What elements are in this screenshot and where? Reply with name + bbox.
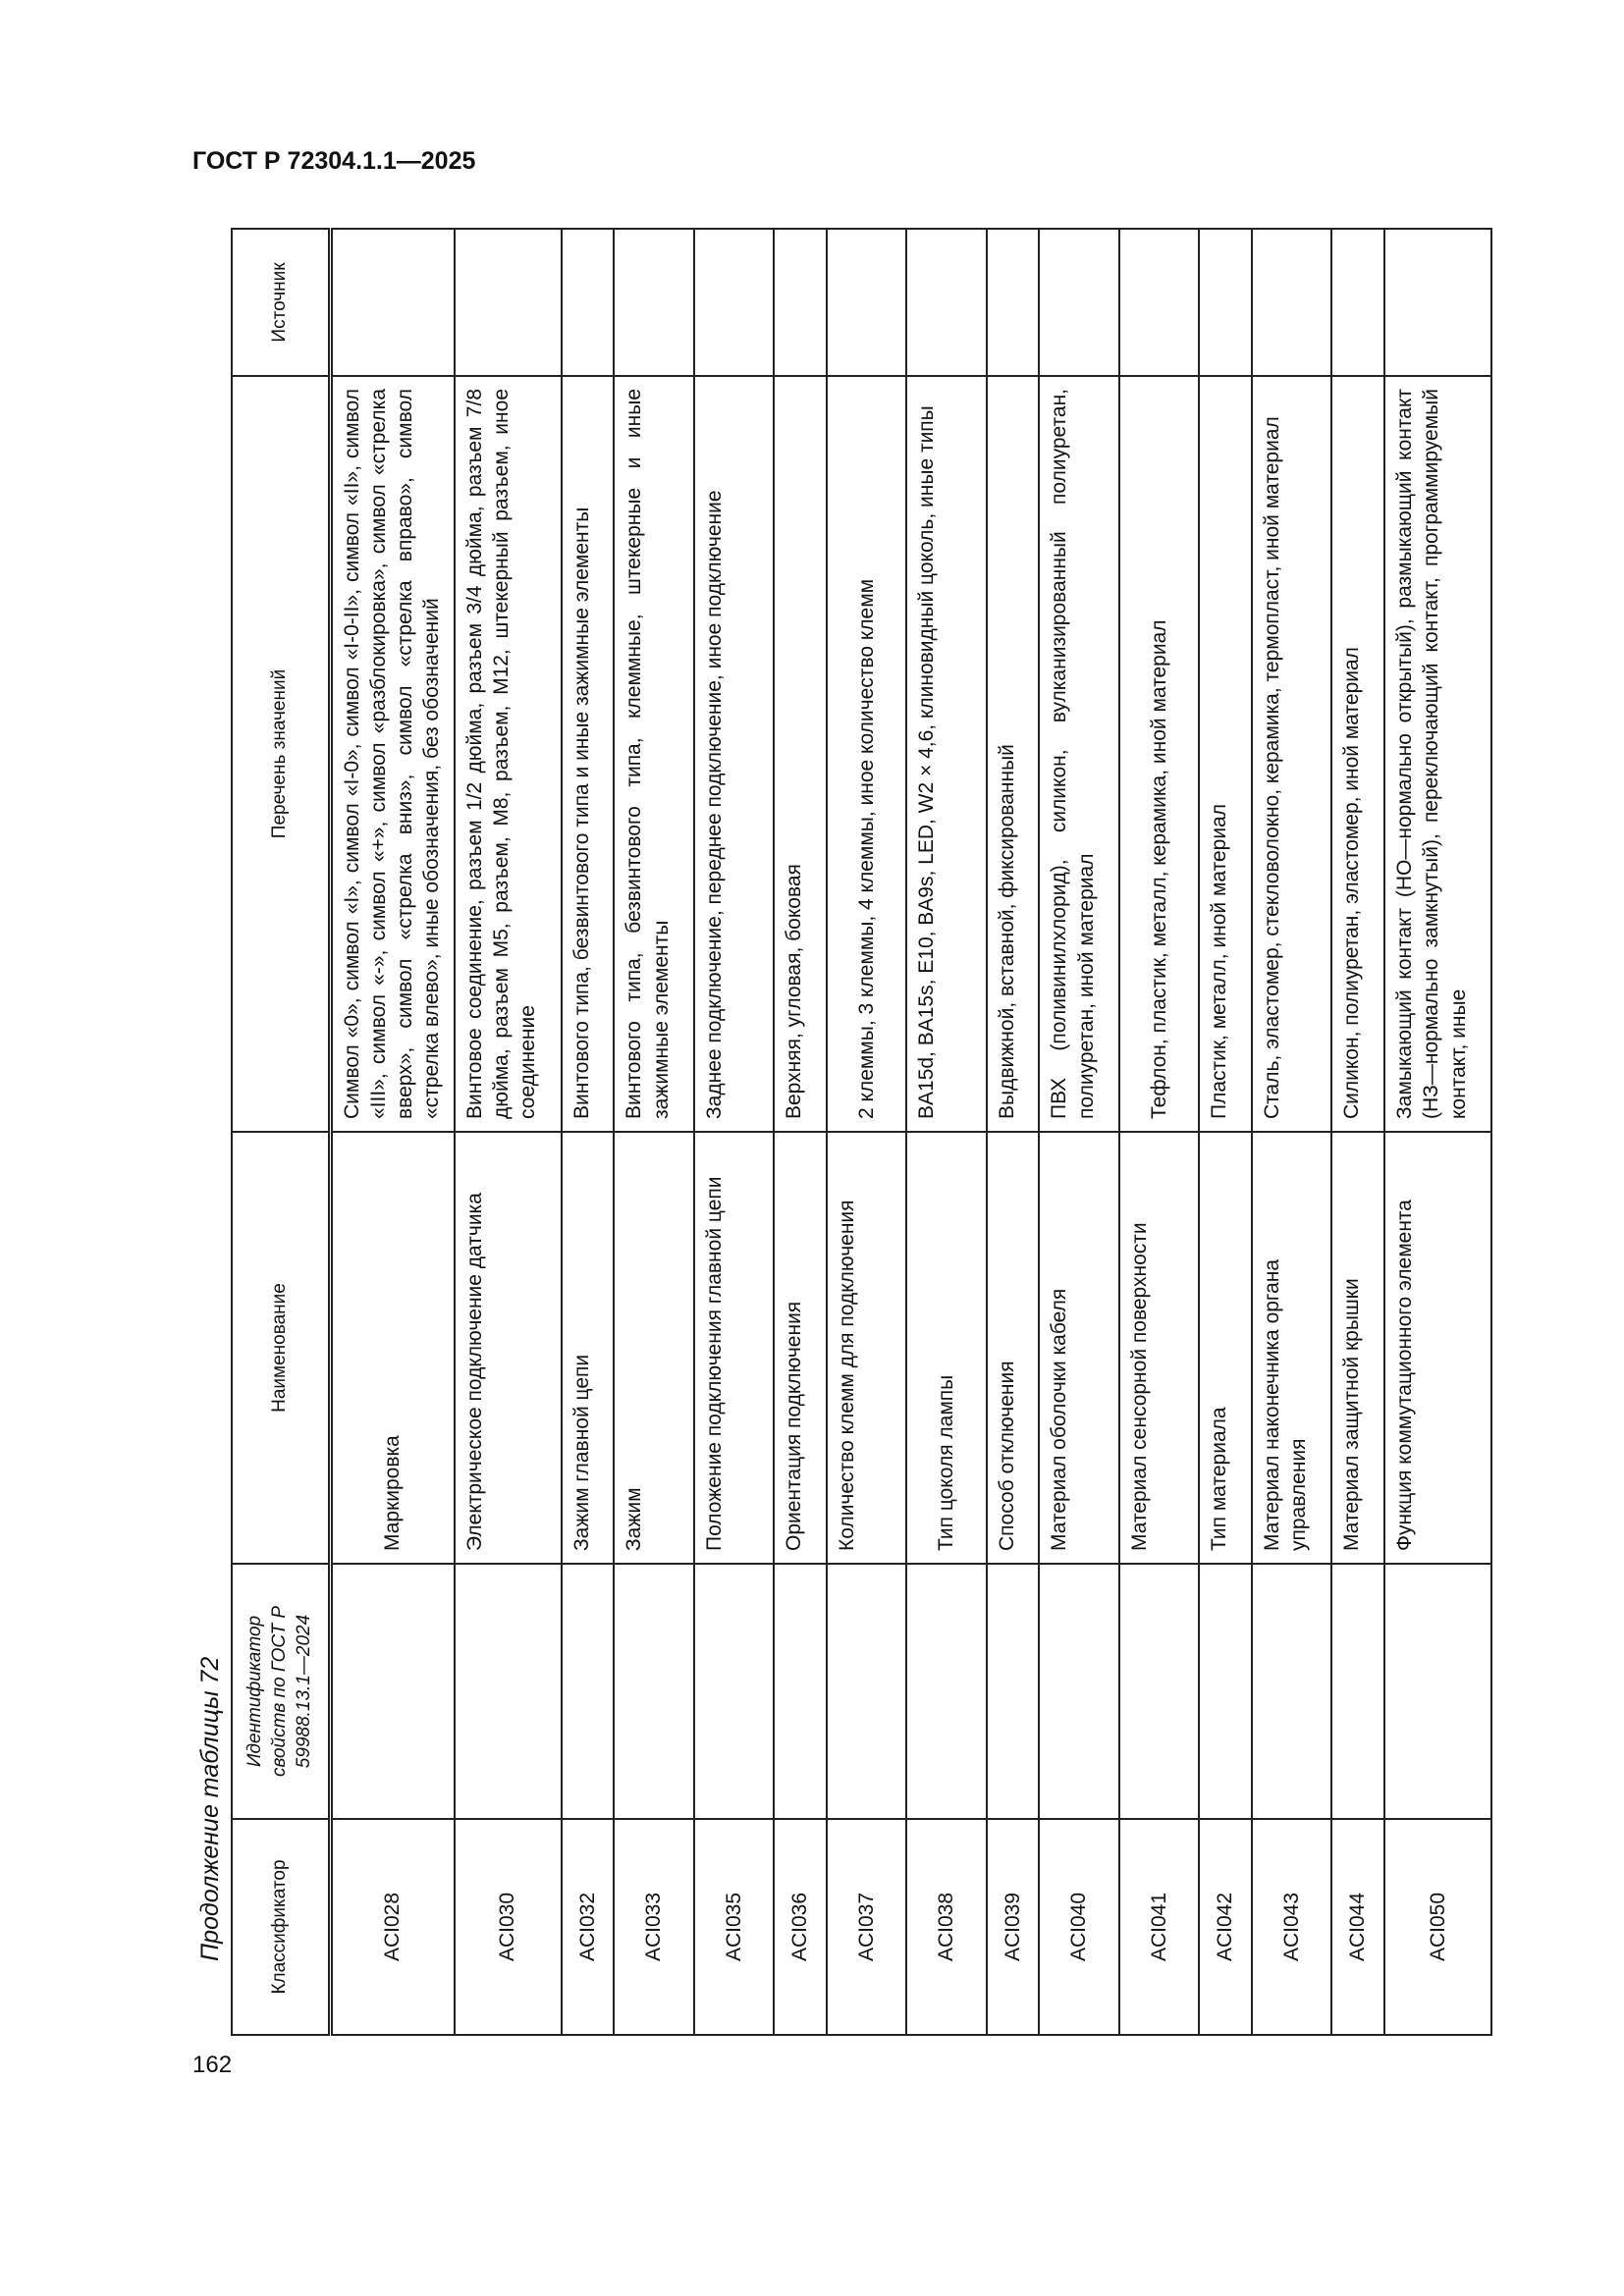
cell-classifier: ACI035 <box>694 1819 774 2035</box>
cell-source <box>827 229 906 376</box>
cell-identifier <box>562 1564 615 1819</box>
cell-name: Количество клемм для подключения <box>827 1132 906 1564</box>
cell-name: Зажим <box>614 1132 693 1564</box>
cell-identifier <box>694 1564 774 1819</box>
cell-values: Силикон, полиуретан, эластомер, иной материал <box>1331 376 1384 1132</box>
table-row <box>1039 229 1118 2035</box>
table-container <box>231 230 1492 2036</box>
cell-identifier <box>330 1564 455 1819</box>
table-row <box>1252 229 1331 2035</box>
cell-identifier <box>1039 1564 1118 1819</box>
cell-classifier: ACI032 <box>562 1819 615 2035</box>
cell-name: Материал защитной крышки <box>1331 1132 1384 1564</box>
cell-source <box>1331 229 1384 376</box>
cell-identifier <box>1119 1564 1199 1819</box>
cell-identifier <box>1331 1564 1384 1819</box>
properties-table <box>231 228 1492 2036</box>
cell-classifier: ACI039 <box>987 1819 1040 2035</box>
cell-classifier: ACI050 <box>1384 1819 1491 2035</box>
table-row <box>774 229 827 2035</box>
cell-values: Винтового типа, безвинтового типа и иные зажимные элементы <box>562 376 615 1132</box>
cell-source <box>906 229 986 376</box>
table-row <box>562 229 615 2035</box>
cell-name: Материал оболочки кабеля <box>1039 1132 1118 1564</box>
cell-name: Материал сенсорной поверхности <box>1119 1132 1199 1564</box>
cell-values: Заднее подключение, переднее подключение, иное подключение <box>694 376 774 1132</box>
cell-values: Сталь, эластомер, стекловолокно, керамика, термопласт, иной материал <box>1252 376 1331 1132</box>
cell-classifier: ACI033 <box>614 1819 693 2035</box>
cell-values: Тефлон, пластик, металл, керамика, иной материал <box>1119 376 1199 1132</box>
cell-name: Положение подключения главной цепи <box>694 1132 774 1564</box>
cell-identifier <box>1252 1564 1331 1819</box>
cell-name: Способ отключения <box>987 1132 1040 1564</box>
cell-name: Электрическое подключение датчика <box>455 1132 562 1564</box>
cell-name: Тип цоколя лампы <box>906 1132 986 1564</box>
table-header-row <box>232 229 330 2035</box>
document-header: ГОСТ Р 72304.1.1—2025 <box>192 147 476 175</box>
cell-source <box>1199 229 1252 376</box>
cell-source <box>1252 229 1331 376</box>
cell-identifier <box>827 1564 906 1819</box>
cell-values: 2 клеммы, 3 клеммы, 4 клеммы, иное количество клемм <box>827 376 906 1132</box>
header-source: Источник <box>232 229 330 376</box>
cell-name: Тип материала <box>1199 1132 1252 1564</box>
table-row <box>1384 229 1491 2035</box>
cell-name: Ориентация подключения <box>774 1132 827 1564</box>
cell-values: Винтового типа, безвинтового типа, клеммные, штекерные и иные зажимные элементы <box>614 376 693 1132</box>
cell-identifier <box>1384 1564 1491 1819</box>
header-name: Наименование <box>232 1132 330 1564</box>
table-row <box>827 229 906 2035</box>
cell-values: BA15d, BA15s, E10, BA9s, LED, W2 × 4,6, клиновидный цоколь, иные типы <box>906 376 986 1132</box>
table-row <box>1119 229 1199 2035</box>
cell-source <box>1384 229 1491 376</box>
table-row <box>987 229 1040 2035</box>
cell-identifier <box>987 1564 1040 1819</box>
cell-source <box>774 229 827 376</box>
page-number: 162 <box>192 2052 233 2078</box>
cell-name: Функция коммутационного элемента <box>1384 1132 1491 1564</box>
cell-classifier: ACI030 <box>455 1819 562 2035</box>
cell-source <box>987 229 1040 376</box>
cell-classifier: ACI028 <box>330 1819 455 2035</box>
cell-values: Винтовое соединение, разъем 1/2 дюйма, разъем 3/4 дюйма, разъем 7/8 дюйма, разъем M5, разъем, M8, разъем, M12, штекерный разъем, иное соединение <box>455 376 562 1132</box>
table-row <box>614 229 693 2035</box>
table-caption: Продолжение таблицы 72 <box>196 1656 224 1961</box>
table-row <box>330 229 455 2035</box>
cell-values: Замыкающий контакт (НО—нормально открытый), размыкающий контакт (НЗ—нормально замкнутый), переключающий контакт, программируемый контакт, иные <box>1384 376 1491 1132</box>
cell-source <box>614 229 693 376</box>
cell-source <box>1039 229 1118 376</box>
cell-classifier: ACI042 <box>1199 1819 1252 2035</box>
table-row <box>455 229 562 2035</box>
cell-classifier: ACI037 <box>827 1819 906 2035</box>
table-row <box>906 229 986 2035</box>
cell-values: ПВХ (поливинилхлорид), силикон, вулканизированный полиуретан, полиуретан, иной материал <box>1039 376 1118 1132</box>
cell-identifier <box>906 1564 986 1819</box>
header-classifier: Классификатор <box>232 1819 330 2035</box>
cell-classifier: ACI036 <box>774 1819 827 2035</box>
cell-source <box>694 229 774 376</box>
cell-identifier <box>455 1564 562 1819</box>
cell-values: Символ «0», символ «I», символ «I-0», символ «I-0-II», символ «II», символ «III», символ «-», символ «+», символ «разблокировка», символ «стрелка вверх», символ «стрелка вниз», символ «стрелка вправо», символ «стрелка влево», иные обозначения, без обозначений <box>330 376 455 1132</box>
header-values: Перечень значений <box>232 376 330 1132</box>
cell-classifier: ACI044 <box>1331 1819 1384 2035</box>
cell-classifier: ACI040 <box>1039 1819 1118 2035</box>
cell-name: Маркировка <box>330 1132 455 1564</box>
cell-classifier: ACI041 <box>1119 1819 1199 2035</box>
cell-classifier: ACI038 <box>906 1819 986 2035</box>
cell-source <box>562 229 615 376</box>
cell-source <box>455 229 562 376</box>
cell-values: Пластик, металл, иной материал <box>1199 376 1252 1132</box>
cell-identifier <box>1199 1564 1252 1819</box>
cell-source <box>330 229 455 376</box>
cell-values: Выдвижной, вставной, фиксированный <box>987 376 1040 1132</box>
table-row <box>1199 229 1252 2035</box>
cell-classifier: ACI043 <box>1252 1819 1331 2035</box>
cell-name: Материал наконечника органа управления <box>1252 1132 1331 1564</box>
header-identifier: Идентификатор свойств по ГОСТ Р 59988.13.1—2024 <box>232 1564 330 1819</box>
cell-values: Верхняя, угловая, боковая <box>774 376 827 1132</box>
cell-identifier <box>774 1564 827 1819</box>
cell-source <box>1119 229 1199 376</box>
table-row <box>694 229 774 2035</box>
cell-identifier <box>614 1564 693 1819</box>
table-row <box>1331 229 1384 2035</box>
cell-name: Зажим главной цепи <box>562 1132 615 1564</box>
